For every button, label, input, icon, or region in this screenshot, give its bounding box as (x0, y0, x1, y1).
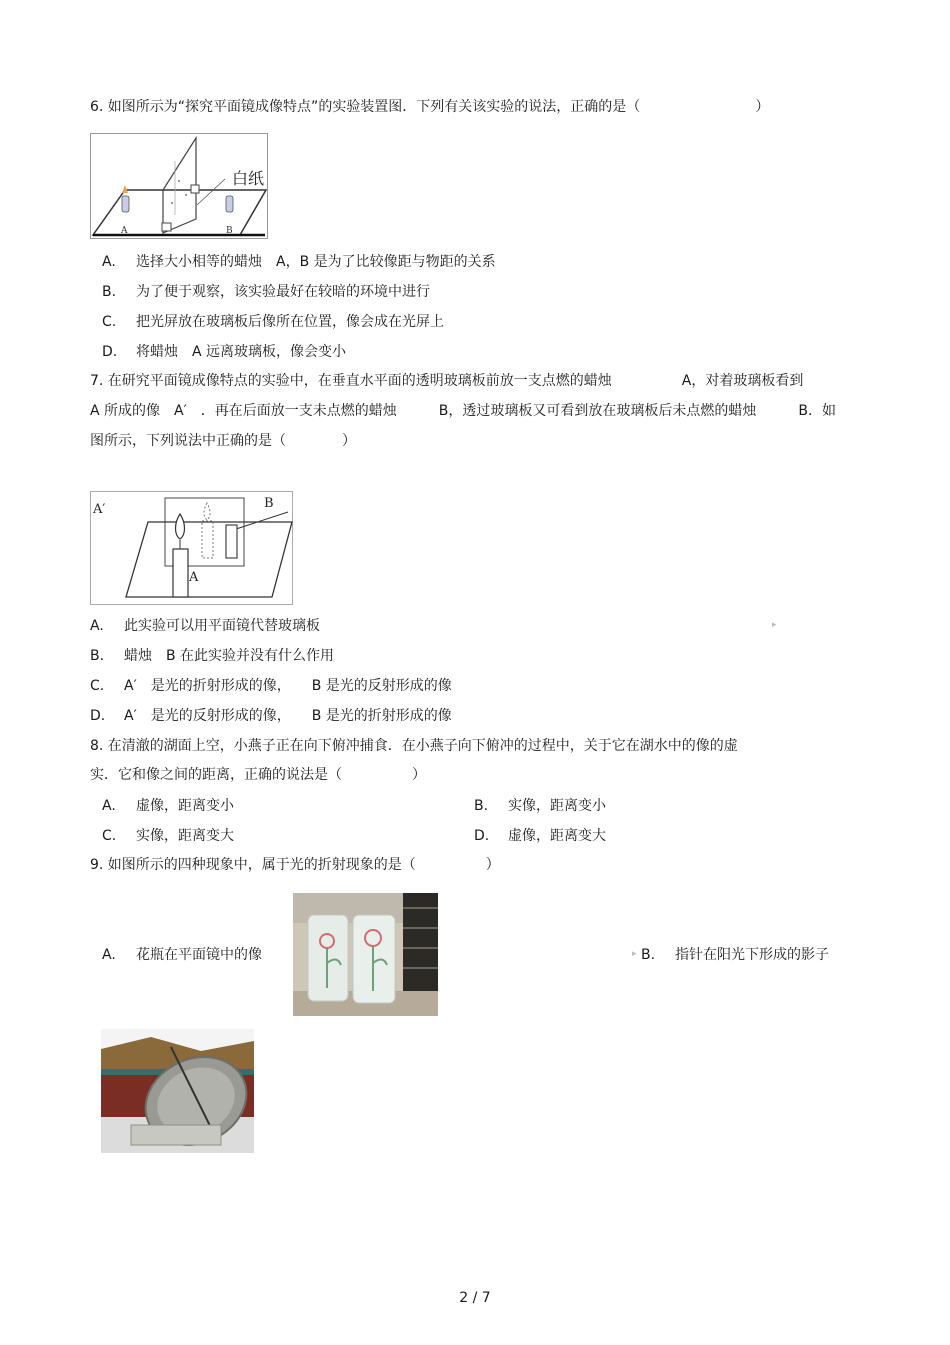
q7-fig-label-a: A (189, 570, 199, 585)
q8-option-b: B. 实像，距离变小 (474, 798, 606, 814)
q7-option-d: D. A′ 是光的反射形成的像， B 是光的折射形成的像 (90, 708, 452, 724)
q7-figure (90, 491, 293, 605)
q7-option-a: A. 此实验可以用平面镜代替玻璃板 (90, 618, 320, 634)
q8-option-d: D. 虚像，距离变大 (474, 828, 606, 844)
q9-stem: 9. 如图所示的四种现象中，属于光的折射现象的是（ ） (90, 857, 500, 873)
q6-stem: 6. 如图所示为“探究平面镜成像特点”的实验装置图．下列有关该实验的说法，正确的是（ ） (90, 99, 770, 115)
q7-option-c: C. A′ 是光的折射形成的像， B 是光的反射形成的像 (90, 678, 452, 694)
q6-figure (90, 133, 268, 239)
scan-mark: ▸ (632, 949, 637, 959)
q7-fig-label-a-prime: A′ (93, 502, 106, 517)
q6-option-b: B. 为了便于观察，该实验最好在较暗的环境中进行 (102, 284, 430, 300)
q7-option-b: B. 蜡烛 B 在此实验并没有什么作用 (90, 648, 335, 664)
q8-option-a: A. 虚像，距离变小 (102, 798, 234, 814)
q6-fig-point-a: A (121, 226, 128, 236)
scan-mark: ▸ (772, 620, 777, 630)
q8-stem-line2: 实．它和像之间的距离，正确的说法是（ ） (90, 767, 426, 783)
q9-sundial-photo (101, 1029, 254, 1153)
q7-fig-label-b: B (264, 496, 274, 511)
q6-fig-label: 白纸 (232, 169, 265, 188)
q6-fig-point-b: B (226, 226, 233, 236)
q6-option-c: C. 把光屏放在玻璃板后像所在位置，像会成在光屏上 (102, 314, 444, 330)
q9-vase-photo (293, 893, 438, 1016)
q9-option-a: A. 花瓶在平面镜中的像 (102, 947, 262, 963)
q7-stem-line3: 图所示，下列说法中正确的是（ ） (90, 433, 356, 449)
q6-option-a: A. 选择大小相等的蜡烛 A，B 是为了比较像距与物距的关系 (102, 254, 496, 270)
page-number: 2 / 7 (459, 1290, 491, 1306)
q6-option-d: D. 将蜡烛 A 远离玻璃板，像会变小 (102, 344, 347, 360)
q9-option-b: B. 指针在阳光下形成的影子 (641, 947, 829, 963)
q8-option-c: C. 实像，距离变大 (102, 828, 234, 844)
q8-stem-line1: 8. 在清澈的湖面上空，小燕子正在向下俯冲捕食．在小燕子向下俯冲的过程中，关于它在湖水中的像的虚 (90, 738, 738, 754)
q7-stem-line1: 7. 在研究平面镜成像特点的实验中，在垂直水平面的透明玻璃板前放一支点燃的蜡烛 A，对着玻璃板看到 (90, 373, 804, 389)
q7-stem-line2: A 所成的像 A′ ．再在后面放一支未点燃的蜡烛 B，透过玻璃板又可看到放在玻璃板后未点燃的蜡烛 B．如 (90, 403, 836, 419)
